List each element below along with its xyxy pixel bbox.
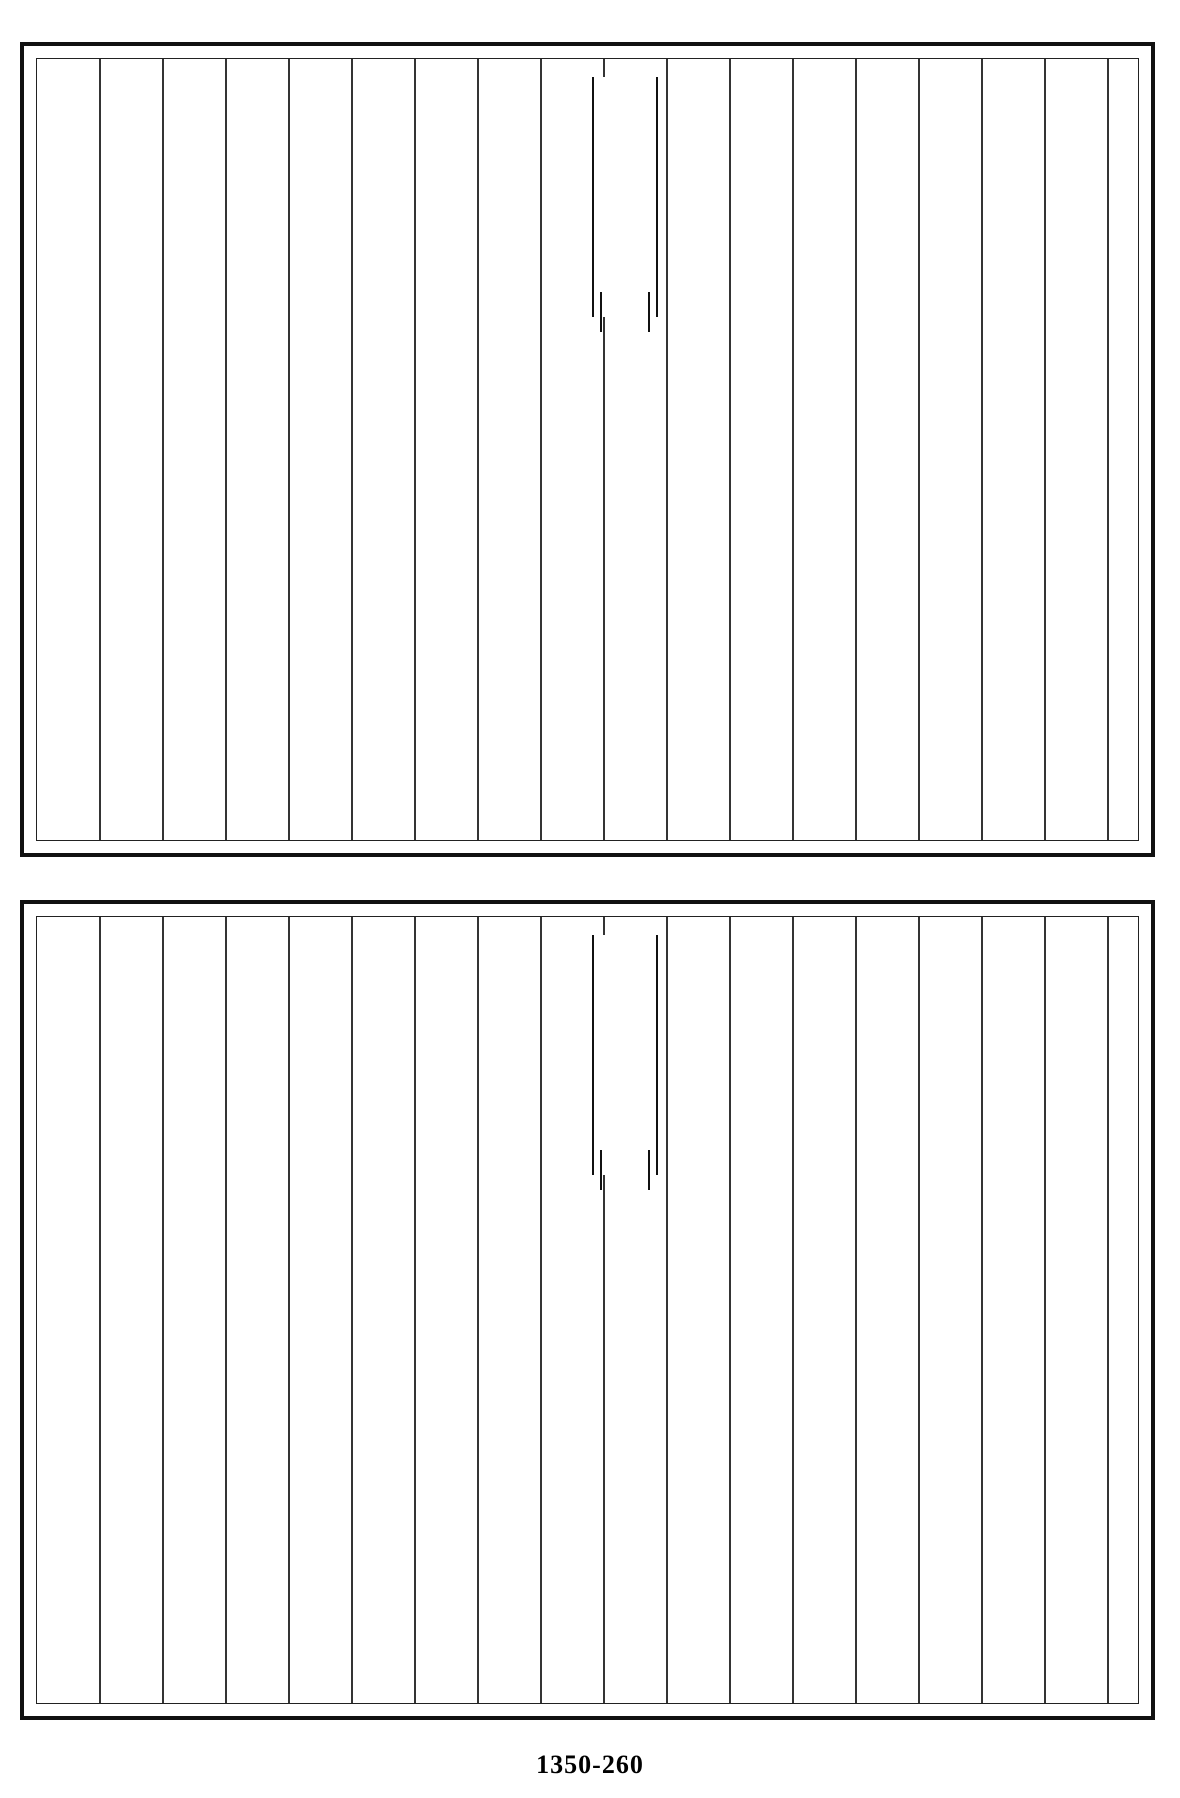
column-rules	[37, 59, 1138, 840]
column-rule	[729, 917, 731, 1703]
column-rule	[666, 917, 668, 1703]
column-rule	[351, 59, 353, 840]
column-rule	[540, 917, 542, 1703]
column-rule	[162, 59, 164, 840]
column-rule	[981, 917, 983, 1703]
column-rule	[540, 59, 542, 840]
column-rule	[288, 59, 290, 840]
column-rule	[99, 917, 101, 1703]
column-rule	[1107, 917, 1109, 1703]
column-rule	[666, 59, 668, 840]
center-banner	[592, 935, 658, 1175]
column-rule	[477, 917, 479, 1703]
column-rule	[225, 917, 227, 1703]
bottom-leaf	[20, 900, 1155, 1720]
column-rule	[99, 59, 101, 840]
bottom-leaf-frame	[36, 916, 1139, 1704]
center-banner	[592, 77, 658, 317]
column-rule	[1044, 59, 1046, 840]
column-rule	[162, 917, 164, 1703]
column-rule	[792, 59, 794, 840]
column-rule	[1044, 917, 1046, 1703]
top-leaf-frame	[36, 58, 1139, 841]
column-rules	[37, 917, 1138, 1703]
page-number: 1350-260	[536, 1750, 644, 1779]
column-rule	[351, 917, 353, 1703]
column-rule	[855, 917, 857, 1703]
column-rule	[414, 59, 416, 840]
column-rule	[981, 59, 983, 840]
column-rule	[414, 917, 416, 1703]
column-rule	[855, 59, 857, 840]
column-rule	[918, 917, 920, 1703]
column-rule	[477, 59, 479, 840]
column-rule	[1107, 59, 1109, 840]
top-leaf	[20, 42, 1155, 857]
column-rule	[792, 917, 794, 1703]
column-rule	[729, 59, 731, 840]
column-rule	[288, 917, 290, 1703]
column-rule	[225, 59, 227, 840]
column-rule	[918, 59, 920, 840]
